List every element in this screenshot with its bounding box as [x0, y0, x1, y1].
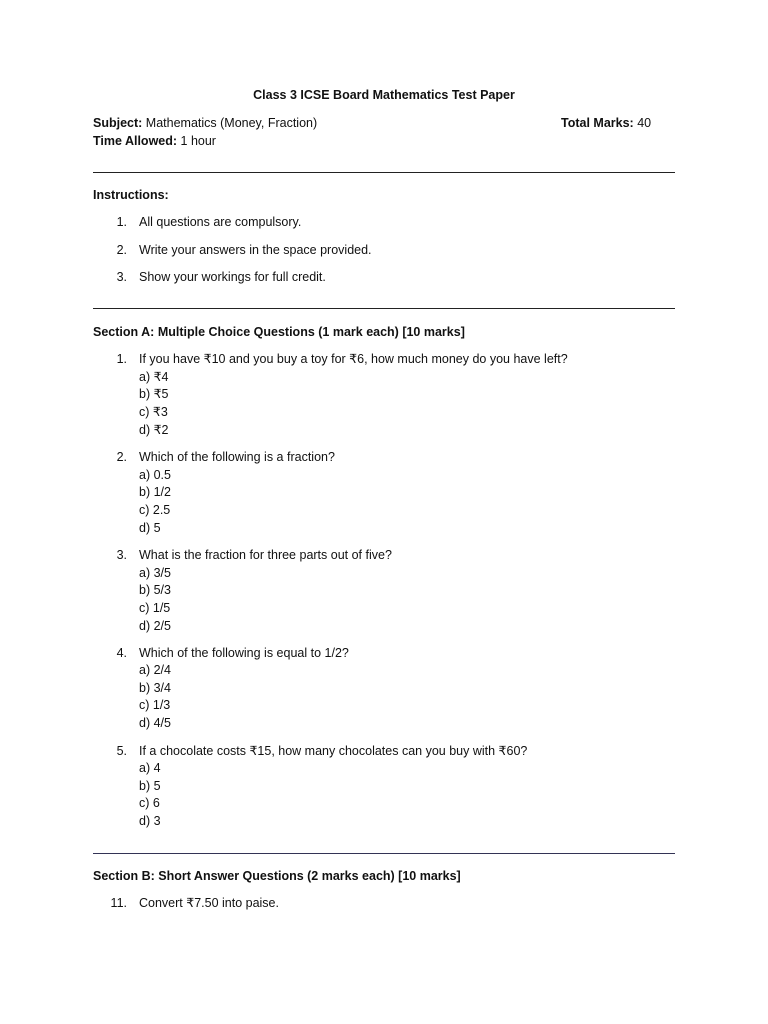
- option-d: d) 5: [139, 521, 161, 535]
- divider: [93, 172, 675, 173]
- question-number: 11.: [110, 896, 127, 910]
- question-text: If you have ₹10 and you buy a toy for ₹6, how much money do you have left?: [139, 352, 568, 366]
- question-number: 1.: [116, 352, 127, 366]
- instruction-number: 3.: [116, 270, 127, 284]
- question-text: If a chocolate costs ₹15, how many chocolates can you buy with ₹60?: [139, 744, 528, 758]
- option-a: a) ₹4: [139, 370, 169, 384]
- question-text: Which of the following is a fraction?: [139, 450, 335, 464]
- question-text: What is the fraction for three parts out of five?: [139, 548, 392, 562]
- instruction-item: Write your answers in the space provided.: [139, 243, 372, 257]
- question-number: 3.: [116, 548, 127, 562]
- option-b: b) ₹5: [139, 387, 169, 401]
- section-a-heading: Section A: Multiple Choice Questions (1 mark each) [10 marks]: [93, 325, 465, 339]
- instruction-item: All questions are compulsory.: [139, 215, 302, 229]
- instruction-item: Show your workings for full credit.: [139, 270, 326, 284]
- total-marks-line: [561, 115, 651, 131]
- page-title: Class 3 ICSE Board Mathematics Test Paper: [253, 88, 515, 102]
- option-b: b) 5/3: [139, 583, 171, 597]
- instruction-number: 2.: [116, 243, 127, 257]
- subject-value: Mathematics (Money, Fraction): [145, 116, 318, 130]
- subject-label: Subject:: [93, 116, 143, 130]
- option-c: c) ₹3: [139, 405, 168, 419]
- option-d: d) 3: [139, 814, 161, 828]
- option-d: d) 4/5: [139, 716, 171, 730]
- time-value: 1 hour: [180, 134, 216, 148]
- option-a: a) 0.5: [139, 468, 171, 482]
- question-text: Which of the following is equal to 1/2?: [139, 646, 349, 660]
- question-number: 4.: [116, 646, 127, 660]
- instruction-number: 1.: [116, 215, 127, 229]
- option-c: c) 1/5: [139, 601, 171, 615]
- time-label: Time Allowed:: [93, 134, 178, 148]
- option-c: c) 1/3: [139, 698, 171, 712]
- option-a: a) 4: [139, 761, 161, 775]
- option-d: d) 2/5: [139, 619, 171, 633]
- question-number: 2.: [116, 450, 127, 464]
- option-a: a) 3/5: [139, 566, 171, 580]
- time-line: [93, 133, 216, 149]
- question-number: 5.: [116, 744, 127, 758]
- option-d: d) ₹2: [139, 423, 169, 437]
- section-b-heading: Section B: Short Answer Questions (2 marks each) [10 marks]: [93, 869, 461, 883]
- total-marks-label: Total Marks:: [561, 116, 634, 130]
- divider: [93, 853, 675, 854]
- option-a: a) 2/4: [139, 663, 171, 677]
- option-b: b) 5: [139, 779, 161, 793]
- option-c: c) 6: [139, 796, 160, 810]
- question-text: Convert ₹7.50 into paise.: [139, 896, 279, 910]
- total-marks-value: 40: [637, 116, 652, 130]
- divider: [93, 308, 675, 309]
- subject-line: [93, 115, 317, 131]
- option-b: b) 3/4: [139, 681, 171, 695]
- option-b: b) 1/2: [139, 485, 171, 499]
- option-c: c) 2.5: [139, 503, 171, 517]
- instructions-heading: Instructions:: [93, 188, 169, 202]
